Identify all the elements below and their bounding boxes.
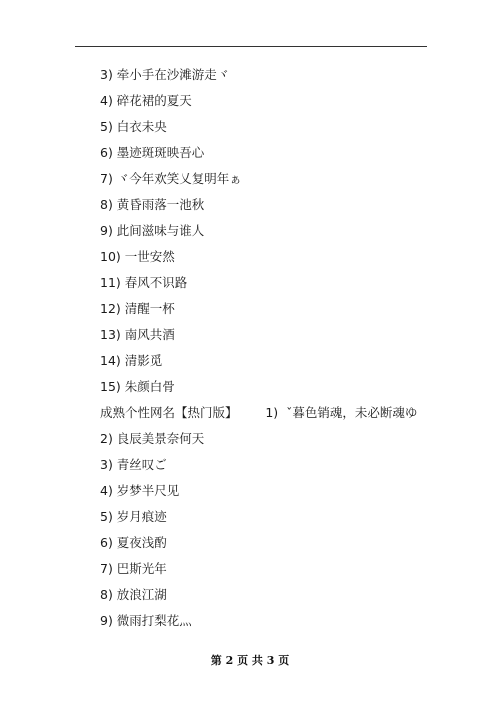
list-item: 11) 春风不识路 (100, 275, 188, 290)
header-rule (75, 46, 427, 47)
section-heading-line: 成熟个性网名【热门版】 1) ˇ暮色销魂，未必断魂ゆ (100, 405, 418, 420)
list-item: 13) 南风共酒 (100, 327, 175, 342)
list-item: 3) 青丝叹ご (100, 457, 167, 472)
list-item: 15) 朱颜白骨 (100, 379, 175, 394)
list-item: 5) 白衣未央 (100, 119, 167, 134)
list-item: 8) 黄昏雨落一池秋 (100, 197, 205, 212)
list-item: 14) 清影觅 (100, 353, 163, 368)
list-item: 7) 巴斯光年 (100, 561, 167, 576)
list-item: 4) 碎花裙的夏天 (100, 93, 192, 108)
list-item: 8) 放浪江湖 (100, 587, 167, 602)
list-item: 5) 岁月痕迹 (100, 509, 167, 524)
list-item: 4) 岁梦半尺见 (100, 483, 180, 498)
list-item: 3) 牵小手在沙滩游走ヾ (100, 67, 230, 82)
list-item: 7) ヾ今年欢笑乂复明年ぁ (100, 171, 242, 186)
list-item: 6) 墨迹斑斑映吾心 (100, 145, 205, 160)
list-item: 6) 夏夜浅酌 (100, 535, 167, 550)
list-item: 12) 清醒一杯 (100, 301, 175, 316)
list-item: 9) 此间滋味与谁人 (100, 223, 205, 238)
list-item: 9) 微雨打梨花灬 (100, 613, 192, 628)
page-number-footer: 第 2 页 共 3 页 (210, 654, 290, 667)
text-list (100, 62, 430, 634)
list-item: 2) 良辰美景奈何天 (100, 431, 205, 446)
list-item: 10) 一世安然 (100, 249, 175, 264)
